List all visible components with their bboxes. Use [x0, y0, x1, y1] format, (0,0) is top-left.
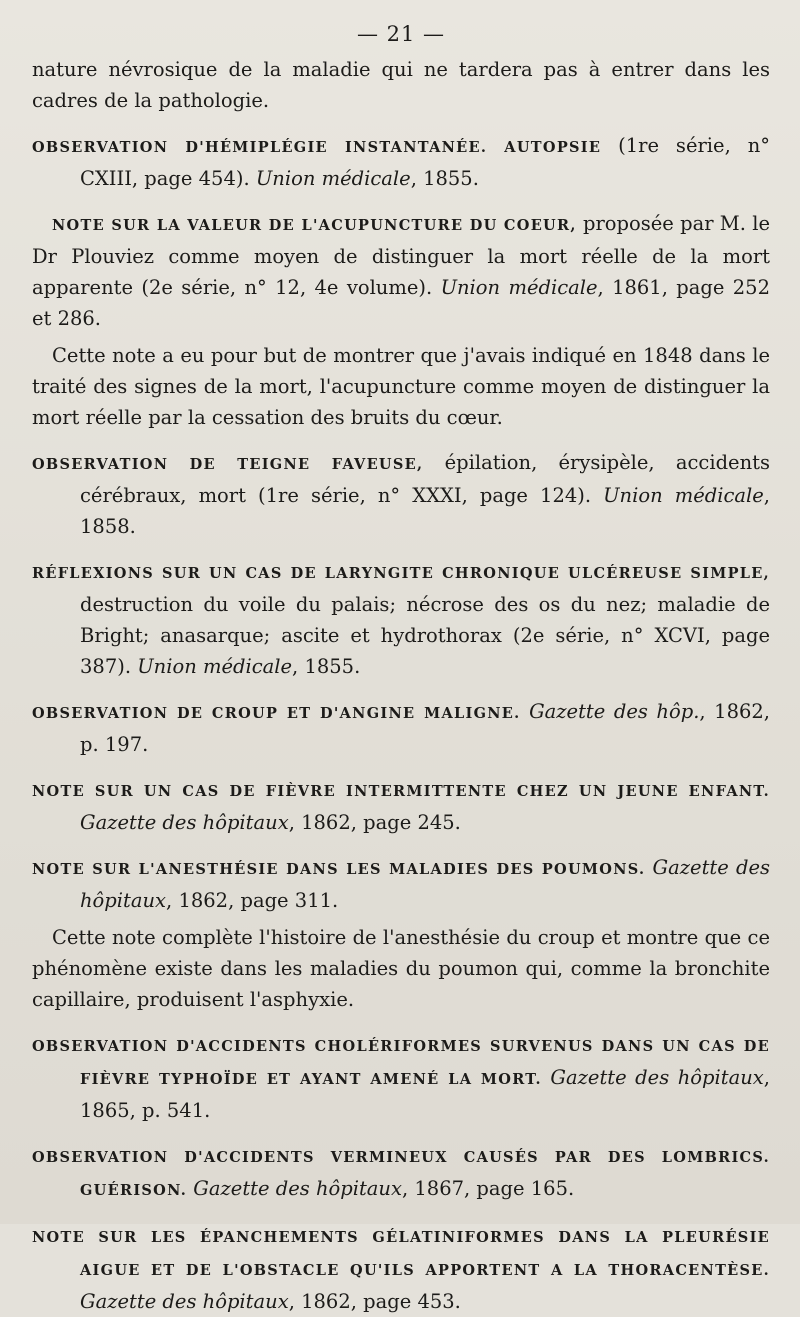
entry-body: proposée par M. le Dr Plouviez comme moyen de distinguer la mort réelle de la mort apparente (2e série, n° 12, 4e volume).: [32, 212, 770, 299]
entry-reference: , 1862, p. 197.: [80, 700, 770, 756]
intro-paragraph: nature névrosique de la maladie qui ne tardera pas à entrer dans les cadres de la pathologie.: [32, 58, 770, 112]
entry-reference: , 1867, page 165.: [402, 1177, 575, 1200]
spacer: [32, 116, 770, 130]
entry-source: Gazette des hôpitaux: [80, 1290, 289, 1313]
entry-body: épilation, érysipèle, accidents cérébraux, mort (1re série, n° XXXI, page 124).: [80, 451, 770, 507]
entry-reference: , 1855.: [410, 167, 479, 190]
entry-source: Gazette des hôpitaux: [80, 856, 770, 912]
spacer: [32, 433, 770, 447]
entry-source: Gazette des hôpitaux: [550, 1066, 764, 1089]
bibliography-entry: [32, 556, 770, 682]
spacer: [32, 838, 770, 852]
entry-heading: OBSERVATION DE CROUP ET D'ANGINE MALIGNE.: [32, 705, 521, 722]
entry-reference: , 1862, page 245.: [288, 811, 461, 834]
entry-body: destruction du voile du palais; nécrose des os du nez; maladie de Bright; anasarque; ascite et hydrothorax (2e série, n° XCVI, page 387).: [80, 593, 770, 678]
entry-heading: OBSERVATION DE TEIGNE FAVEUSE,: [32, 456, 424, 473]
bibliography-entry: [32, 1140, 770, 1206]
entry-source: Union médicale: [603, 484, 764, 507]
entry-heading: NOTE SUR LES ÉPANCHEMENTS GÉLATINIFORMES DANS LA PLEURÉSIE AIGUE ET DE L'OBSTACLE QU'ILS APPORTENT A LA THORACENTÈSE.: [32, 1229, 770, 1279]
entry-heading: OBSERVATION D'ACCIDENTS CHOLÉRIFORMES SURVENUS DANS UN CAS DE FIÈVRE TYPHOÏDE ET AYANT AMENÉ LA MORT.: [32, 1038, 770, 1088]
entry-source: Gazette des hôpitaux: [80, 811, 289, 834]
entry-heading: NOTE SUR UN CAS DE FIÈVRE INTERMITTENTE CHEZ UN JEUNE ENFANT.: [32, 783, 770, 800]
bibliography-entry: [32, 447, 770, 542]
entry-source: Union médicale: [137, 655, 293, 678]
spacer: [32, 1015, 770, 1029]
bibliography-entry: [32, 774, 770, 838]
bibliography-entry: [32, 1029, 770, 1126]
entry-body: [645, 856, 652, 879]
entry-body: [521, 700, 530, 723]
entry-reference: , 1855.: [292, 655, 361, 678]
bibliography-entry: [32, 696, 770, 760]
entry-reference: , 1862, page 453.: [288, 1290, 461, 1313]
spacer: [32, 760, 770, 774]
bibliography-entry: [32, 1220, 770, 1317]
page-number: — 21 —: [356, 22, 446, 46]
spacer: [32, 1206, 770, 1220]
entry-body: (1re série, n° CXIII, page 454).: [80, 134, 770, 190]
entry-reference: , 1862, page 311.: [166, 889, 339, 912]
entry-heading: OBSERVATION D'HÉMIPLÉGIE INSTANTANÉE. AUTOPSIE: [32, 139, 602, 156]
spacer: [32, 682, 770, 696]
note-paragraph: Cette note a eu pour but de montrer que j'avais indiqué en 1848 dans le traité des signes de la mort, l'acupuncture comme moyen de distinguer la mort réelle par la cessation des bruits du cœur.: [32, 344, 770, 429]
entry-reference: , 1861, page 252 et 286.: [32, 276, 770, 330]
spacer: [32, 542, 770, 556]
entry-source: Gazette des hôpitaux: [193, 1177, 402, 1200]
entry-source: Gazette des hôp.: [529, 700, 700, 723]
entry-source: Union médicale: [255, 167, 411, 190]
entry-heading: RÉFLEXIONS SUR UN CAS DE LARYNGITE CHRONIQUE ULCÉREUSE SIMPLE,: [32, 565, 770, 582]
spacer: [32, 194, 770, 208]
bibliography-entry: [32, 130, 770, 194]
entry-heading: OBSERVATION D'ACCIDENTS VERMINEUX CAUSÉS PAR DES LOMBRICS. GUÉRISON.: [32, 1149, 770, 1199]
bibliography-entry: [32, 208, 770, 334]
entry-reference: , 1858.: [80, 484, 770, 538]
spacer: [32, 1126, 770, 1140]
entry-heading: NOTE SUR L'ANESTHÉSIE DANS LES MALADIES DES POUMONS.: [32, 861, 646, 878]
entry-source: Union médicale: [440, 276, 598, 299]
note-paragraph: Cette note complète l'histoire de l'anesthésie du croup et montre que ce phénomène existe dans les maladies du poumon qui, comme la bronchite capillaire, produisent l'asphyxie.: [32, 926, 770, 1011]
bibliography-entry: [32, 852, 770, 916]
entry-heading: NOTE SUR LA VALEUR DE L'ACUPUNCTURE DU COEUR,: [52, 217, 577, 234]
entry-reference: , 1865, p. 541.: [80, 1066, 770, 1122]
